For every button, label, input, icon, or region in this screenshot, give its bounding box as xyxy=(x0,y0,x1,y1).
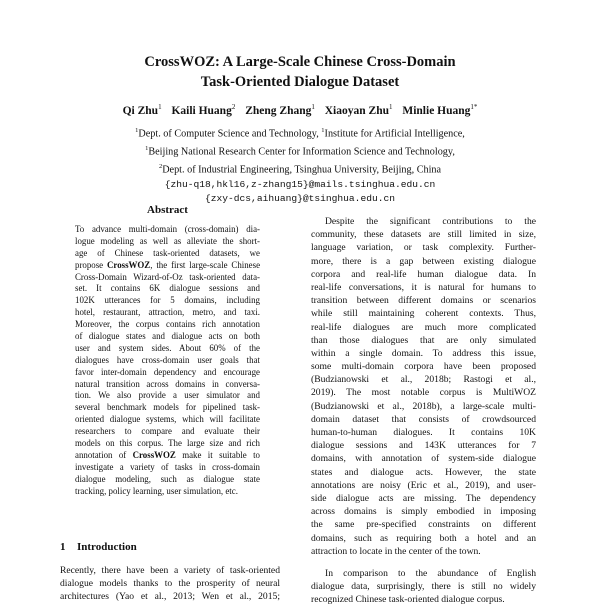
abstract-line: tracking, policy learning, user simulation, etc. xyxy=(75,485,238,496)
abstract-line: user and system sides. About 60% of the xyxy=(75,342,260,353)
body-line: some multi-domain corpora have been proposed xyxy=(311,361,536,373)
body-line: (Budzianowski et al., 2018b), a large-scale multi- xyxy=(311,400,536,412)
abstract-line: age of Chinese task-oriented datasets, we xyxy=(75,247,260,258)
abstract-line: set. It contains 6K dialogue sessions and xyxy=(75,283,260,294)
right-column xyxy=(311,215,536,606)
body-line: (Budzianowski et al., 2018b; Rastogi et al., xyxy=(311,374,536,386)
abstract-line: hotel, restaurant, attraction, metro, and taxi. xyxy=(75,307,260,318)
abstract-heading: Abstract xyxy=(147,204,188,216)
abstract-line: dialogue modeling, such as dialogue state xyxy=(75,473,260,484)
author: Minlie Huang$^{1*}$ xyxy=(402,103,478,117)
body-line: domains, such as requiring both a hotel and an xyxy=(311,532,536,544)
author: Kaili Huang$^2$ xyxy=(171,103,236,117)
abstract-line: natural transition across domains in conversa- xyxy=(75,378,260,389)
affiliations xyxy=(60,124,540,207)
title-line-1: CrossWOZ: A Large-Scale Chinese Cross-Domain xyxy=(144,54,456,70)
paper-title xyxy=(60,52,540,92)
abstract-line: models on this corpus. The large size and rich xyxy=(75,438,260,449)
body-line: dialogue sessions and 143K utterances for 7 xyxy=(311,440,536,452)
introduction-body xyxy=(60,564,280,604)
body-line: annotations are noisy (Eric et al., 2019), and user- xyxy=(311,479,536,491)
body-line: corpora and real-life human dialogue data. In xyxy=(311,268,536,280)
abstract-line: To advance multi-domain (cross-domain) dia- xyxy=(75,224,260,234)
body-line: side dialogue acts are missing. The dependency xyxy=(311,492,536,504)
body-line: within a single domain. To address this issue, xyxy=(311,347,536,359)
abstract-line: propose CrossWOZ, the first large-scale Chinese xyxy=(75,259,261,270)
author-list xyxy=(60,100,540,118)
body-line: dialogue data, surprisingly, there is still no widely xyxy=(311,581,536,593)
author: Xiaoyan Zhu$^1$ xyxy=(324,103,393,117)
abstract-line: Moreover, the corpus contains rich annotation xyxy=(75,319,260,330)
affiliation-line: $^1$Beijing National Research Center for Information Science and Technology, xyxy=(145,144,455,158)
body-line: while still maintaining coherent contexts. Thus, xyxy=(311,308,536,320)
paragraph xyxy=(311,567,536,606)
author: Qi Zhu$^1$ xyxy=(122,103,162,117)
body-line: 2019). The most notable corpus is MultiWOZ xyxy=(311,387,536,399)
abstract-line: several benchmark models for pipelined task- xyxy=(75,402,260,413)
body-line: attraction to locate in the center of the town. xyxy=(311,545,481,557)
section-heading-introduction: 1 Introduction xyxy=(60,541,137,553)
body-line: Recently, there have been a variety of task-oriented xyxy=(60,565,280,576)
body-line: more, there is a gap between existing dialogue xyxy=(311,255,536,267)
abstract-line: dialogues have cross-domain user goals that xyxy=(75,354,260,365)
title-line-2: Task-Oriented Dialogue Dataset xyxy=(200,74,400,90)
body-line: across domains is simply embodied in imposing xyxy=(311,506,536,518)
abstract-line: investigate a variety of tasks in cross-domain xyxy=(75,461,260,472)
abstract-line: tion. We also provide a user simulator and xyxy=(75,390,260,401)
dataset-name: CrossWOZ xyxy=(107,259,151,270)
body-line: recognized Chinese task-oriented dialogue corpus. xyxy=(311,594,505,606)
body-line: dialogue models thanks to the prosperity of neural xyxy=(60,578,280,590)
body-line: the same pre-specified constraints on different xyxy=(311,519,536,531)
body-line: architectures (Yao et al., 2013; Wen et al., 2015; xyxy=(60,591,280,603)
body-line: states and dialogue acts. However, the state xyxy=(311,466,536,478)
abstract-line: logue modeling as well as alleviate the short- xyxy=(75,235,260,246)
dataset-name: CrossWOZ xyxy=(132,449,176,460)
abstract-line: annotation of CrossWOZ make it suitable to xyxy=(75,449,260,460)
body-line: language variation, or task complexity. Further- xyxy=(311,242,536,254)
body-line: Despite the significant contributions to the xyxy=(325,216,536,227)
paragraph xyxy=(311,215,536,558)
author: Zheng Zhang$^1$ xyxy=(245,103,315,117)
abstract-line: of dialogue states and dialogue acts on both xyxy=(75,331,260,342)
affiliation-line: $^2$Dept. of Industrial Engineering, Tsinghua University, Beijing, China xyxy=(158,162,442,176)
body-line: real-life dialogues are much more complicated xyxy=(311,321,536,333)
body-line: In comparison to the abundance of English xyxy=(325,567,536,579)
abstract-line: researchers to compare and evaluate their xyxy=(75,426,260,437)
abstract-line: Cross-Domain Wizard-of-Oz task-oriented data- xyxy=(75,271,260,282)
affiliation-line: $^1$Dept. of Computer Science and Technology, $^1$Institute for Artificial Intelligence, xyxy=(135,127,465,140)
body-line: than those dialogues that are only simulated xyxy=(311,334,536,346)
body-line: transition between different domains or scenarios xyxy=(311,295,536,307)
email-line: {zhu-q18,hkl16,z-zhang15}@mails.tsinghua.edu.cn xyxy=(164,178,436,190)
body-line: domain dataset that consists of crowdsourced xyxy=(311,413,536,425)
abstract-body xyxy=(75,224,260,497)
abstract-line: oriented dialogue systems, which will facilitate xyxy=(75,414,260,425)
body-line: human-to-human dialogues. It contains 10K xyxy=(311,427,536,438)
body-line: real-life conversations, it is natural for humans to xyxy=(311,281,536,293)
body-line: domains, with annotation of system-side dialogue xyxy=(311,453,536,465)
body-line: community, these datasets are still limited in size, xyxy=(311,229,536,241)
abstract-line: favor inter-domain dependency and encourage xyxy=(75,366,260,377)
abstract-line: 102K utterances for 5 domains, including xyxy=(75,295,260,306)
email-line: {zxy-dcs,aihuang}@tsinghua.edu.cn xyxy=(205,193,395,205)
